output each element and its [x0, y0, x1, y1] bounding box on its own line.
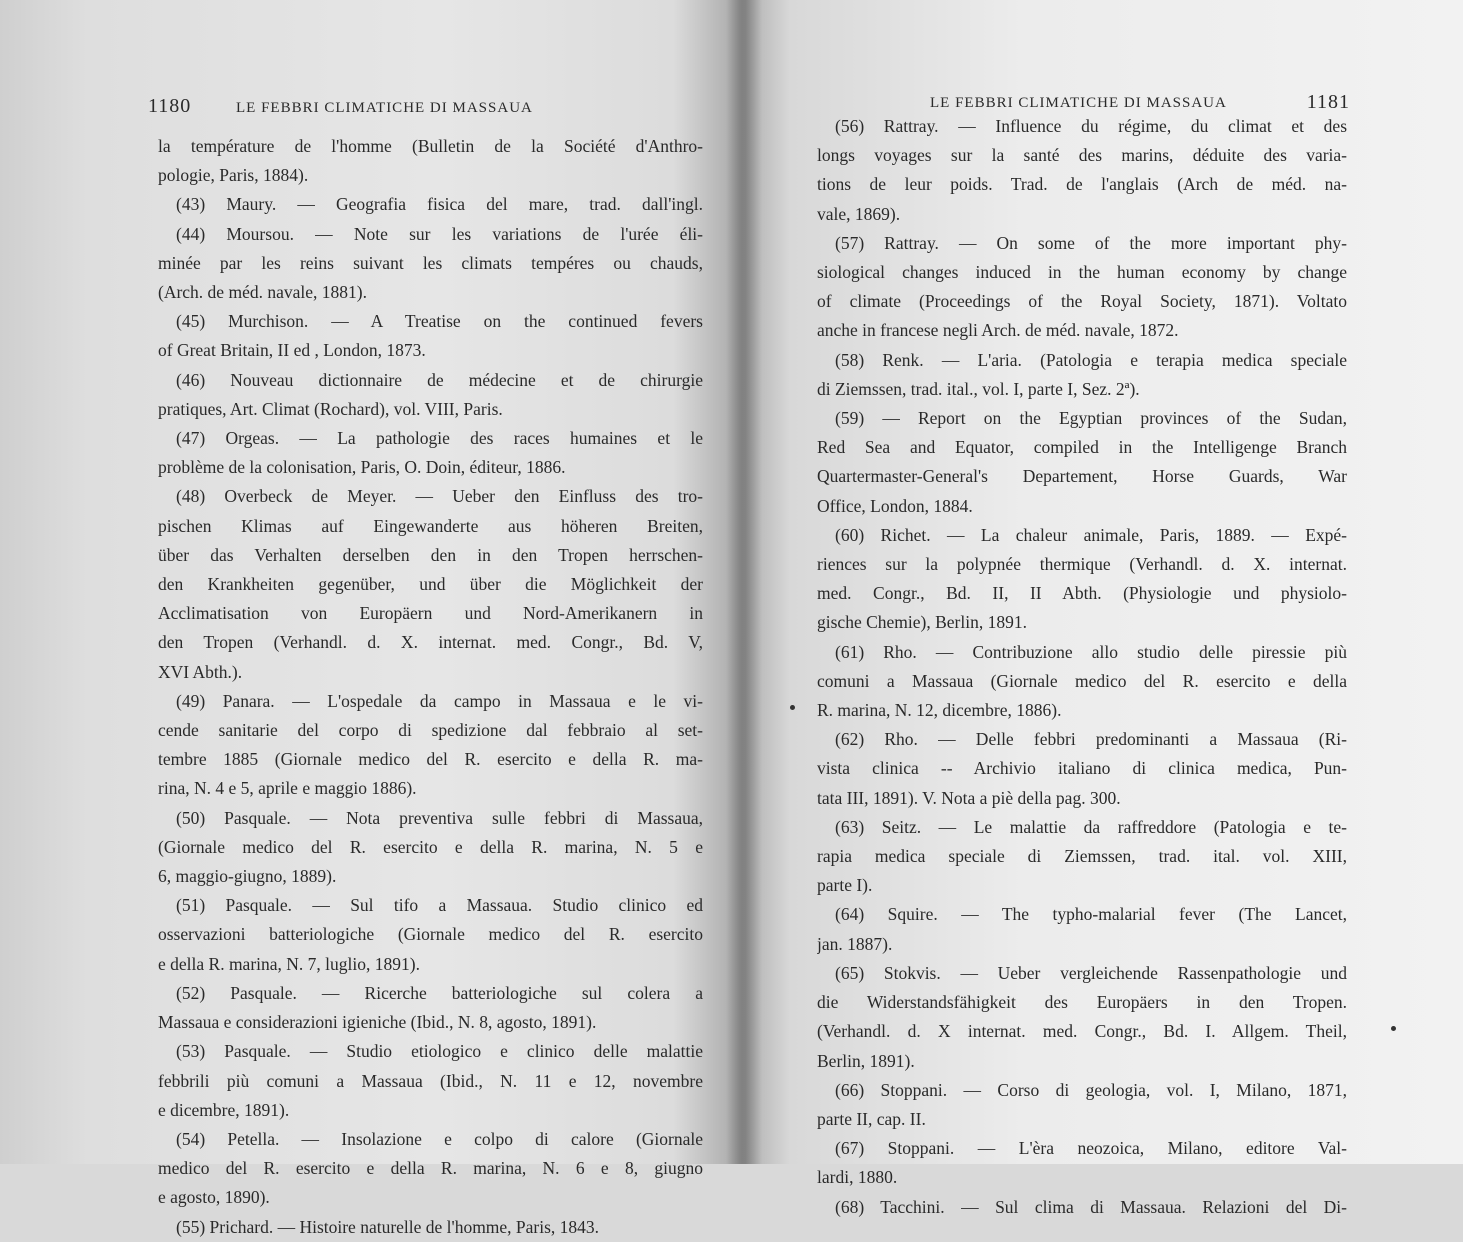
text-line: rapia medica speciale di Ziemssen, trad. ital. vol. XIII, — [817, 846, 1347, 867]
text-line: (65) Stokvis. — Ueber vergleichende Rassenpathologie und — [835, 962, 1347, 983]
text-line: tata III, 1891). V. Nota a piè della pag. 300. — [817, 787, 1121, 808]
left-running-title: LE FEBBRI CLIMATICHE DI MASSAUA — [236, 100, 533, 116]
text-line: (59) — Report on the Egyptian provinces of the Sudan, — [835, 408, 1347, 429]
text-line: di Ziemssen, trad. ital., vol. I, parte I, Sez. 2ª). — [817, 378, 1140, 399]
text-line: la température de l'homme (Bulletin de la Société d'Anthro- — [158, 136, 703, 156]
text-line: of climate (Proceedings of the Royal Society, 1871). Voltato — [817, 291, 1347, 312]
text-line: febbrili più comuni a Massaua (Ibid., N. 11 e 12, novembre — [158, 1070, 703, 1091]
text-line: (Giornale medico del R. esercito e della R. marina, N. 5 e — [158, 836, 703, 857]
text-line: medico del R. esercito e della R. marina, N. 6 e 8, giugno — [158, 1158, 703, 1179]
right-page — [745, 0, 1463, 1217]
text-line: (52) Pasquale. — Ricerche batteriologiche sul colera a — [176, 982, 703, 1003]
text-line: (58) Renk. — L'aria. (Patologia e terapia medica speciale — [835, 349, 1347, 370]
text-line: den Tropen (Verhandl. d. X. internat. med. Congr., Bd. V, — [158, 632, 703, 653]
text-line: XVI Abth.). — [158, 661, 243, 682]
text-line: (48) Overbeck de Meyer. — Ueber den Einfluss des tro- — [176, 486, 703, 507]
text-line: vista clinica -- Archivio italiano di clinica medica, Pun- — [817, 758, 1347, 779]
text-line: anche in francese negli Arch. de méd. navale, 1872. — [817, 320, 1179, 341]
text-line: (46) Nouveau dictionnaire de médecine et de chirurgie — [176, 369, 703, 390]
text-line: (50) Pasquale. — Nota preventiva sulle febbri di Massaua, — [176, 807, 703, 828]
text-line: longs voyages sur la santé des marins, déduite des varia- — [817, 145, 1347, 166]
text-line: cende sanitarie del corpo di spedizione dal febbraio al set- — [158, 720, 703, 741]
text-line: (54) Petella. — Insolazione e colpo di calore (Giornale — [176, 1128, 703, 1149]
text-line: med. Congr., Bd. II, II Abth. (Physiologie und physiolo- — [817, 583, 1347, 604]
text-line: Berlin, 1891). — [817, 1050, 915, 1071]
text-line: siological changes induced in the human economy by change — [817, 262, 1347, 283]
text-line: (55) Prichard. — Histoire naturelle de l'homme, Paris, 1843. — [176, 1216, 600, 1237]
text-line: pratiques, Art. Climat (Rochard), vol. VIII, Paris. — [158, 398, 503, 419]
text-line: jan. 1887). — [817, 933, 893, 954]
text-line: (62) Rho. — Delle febbri predominanti a Massaua (Ri- — [835, 729, 1347, 750]
text-line: (45) Murchison. — A Treatise on the continued fevers — [176, 311, 703, 332]
text-line: R. marina, N. 12, dicembre, 1886). — [817, 700, 1062, 721]
text-line: of Great Britain, II ed , London, 1873. — [158, 340, 426, 361]
text-line: e agosto, 1890). — [158, 1187, 270, 1208]
text-line: problème de la colonisation, Paris, O. Doin, éditeur, 1886. — [158, 457, 566, 478]
text-line: (Verhandl. d. X internat. med. Congr., Bd. I. Allgem. Theil, — [817, 1021, 1347, 1042]
left-running-head — [148, 95, 708, 118]
text-line: Office, London, 1884. — [817, 495, 973, 516]
text-line: (63) Seitz. — Le malattie da raffreddore (Patologia e te- — [835, 816, 1347, 837]
text-line: (44) Moursou. — Note sur les variations de l'urée éli- — [176, 223, 703, 244]
text-line: pischen Klimas auf Eingewanderte aus höheren Breiten, — [158, 515, 703, 536]
text-line: vale, 1869). — [817, 203, 901, 224]
text-line: parte II, cap. II. — [817, 1108, 926, 1129]
text-line: osservazioni batteriologiche (Giornale medico del R. esercito — [158, 924, 703, 945]
text-line: Quartermaster-General's Departement, Horse Guards, War — [817, 466, 1347, 487]
text-line: (64) Squire. — The typho-malarial fever (The Lancet, — [835, 904, 1347, 925]
text-line: minée par les reins suivant les climats tempéres ou chauds, — [158, 252, 703, 273]
text-line: (60) Richet. — La chaleur animale, Paris, 1889. — Expé- — [835, 524, 1347, 545]
text-line: (66) Stoppani. — Corso di geologia, vol. I, Milano, 1871, — [835, 1079, 1347, 1100]
text-line: (43) Maury. — Geografia fisica del mare, trad. dall'ingl. — [176, 194, 703, 215]
text-line: Massaua e considerazioni igieniche (Ibid., N. 8, agosto, 1891). — [158, 1012, 597, 1033]
text-line: riences sur la polypnée thermique (Verhandl. d. X. internat. — [817, 554, 1347, 575]
left-page-number: 1180 — [148, 95, 192, 117]
right-running-title: LE FEBBRI CLIMATICHE DI MASSAUA — [930, 95, 1227, 111]
text-line: (47) Orgeas. — La pathologie des races humaines et le — [176, 428, 703, 449]
text-line: pologie, Paris, 1884). — [158, 165, 309, 186]
text-line: tembre 1885 (Giornale medico del R. esercito e della R. ma- — [158, 749, 703, 770]
text-line: die Widerstandsfähigkeit des Europäers in den Tropen. — [817, 992, 1347, 1013]
text-line: 6, maggio-giugno, 1889). — [158, 866, 337, 887]
text-line: tions de leur poids. Trad. de l'anglais (Arch de méd. na- — [817, 174, 1347, 195]
text-line: rina, N. 4 e 5, aprile e maggio 1886). — [158, 778, 417, 799]
text-line: (68) Tacchini. — Sul clima di Massaua. Relazioni del Di- — [835, 1196, 1347, 1217]
text-line: (67) Stoppani. — L'èra neozoica, Milano, editore Val- — [835, 1138, 1347, 1159]
right-page-number: 1181 — [1306, 91, 1350, 113]
text-line: (53) Pasquale. — Studio etiologico e clinico delle malattie — [176, 1041, 703, 1062]
text-line: (49) Panara. — L'ospedale da campo in Massaua e le vi- — [176, 690, 703, 711]
text-line: Red Sea and Equator, compiled in the Intelligenge Branch — [817, 437, 1347, 458]
text-line: parte I). — [817, 875, 873, 896]
left-page-body — [158, 132, 703, 1242]
text-line: (51) Pasquale. — Sul tifo a Massaua. Studio clinico ed — [176, 895, 703, 916]
text-line: comuni a Massaua (Giornale medico del R. esercito e della — [817, 670, 1347, 691]
text-line: den Krankheiten gegenüber, und über die Möglichkeit der — [158, 574, 703, 595]
text-line: (Arch. de méd. navale, 1881). — [158, 282, 367, 303]
text-line: (56) Rattray. — Influence du régime, du climat et des — [835, 116, 1347, 136]
text-line: (61) Rho. — Contribuzione allo studio delle piressie più — [835, 641, 1347, 662]
text-line: e dicembre, 1891). — [158, 1099, 290, 1120]
text-line: gische Chemie), Berlin, 1891. — [817, 612, 1027, 633]
margin-dot-mark — [790, 705, 795, 710]
text-line: Acclimatisation von Europäern und Nord-Amerikanern in — [158, 603, 703, 624]
right-page-body — [817, 112, 1347, 1222]
text-line: (57) Rattray. — On some of the more important phy- — [835, 232, 1347, 253]
text-line: über das Verhalten derselben den in den Tropen herrschen- — [158, 544, 703, 565]
text-line: lardi, 1880. — [817, 1167, 898, 1188]
margin-dot-mark — [1391, 1026, 1396, 1031]
text-line: e della R. marina, N. 7, luglio, 1891). — [158, 953, 420, 974]
